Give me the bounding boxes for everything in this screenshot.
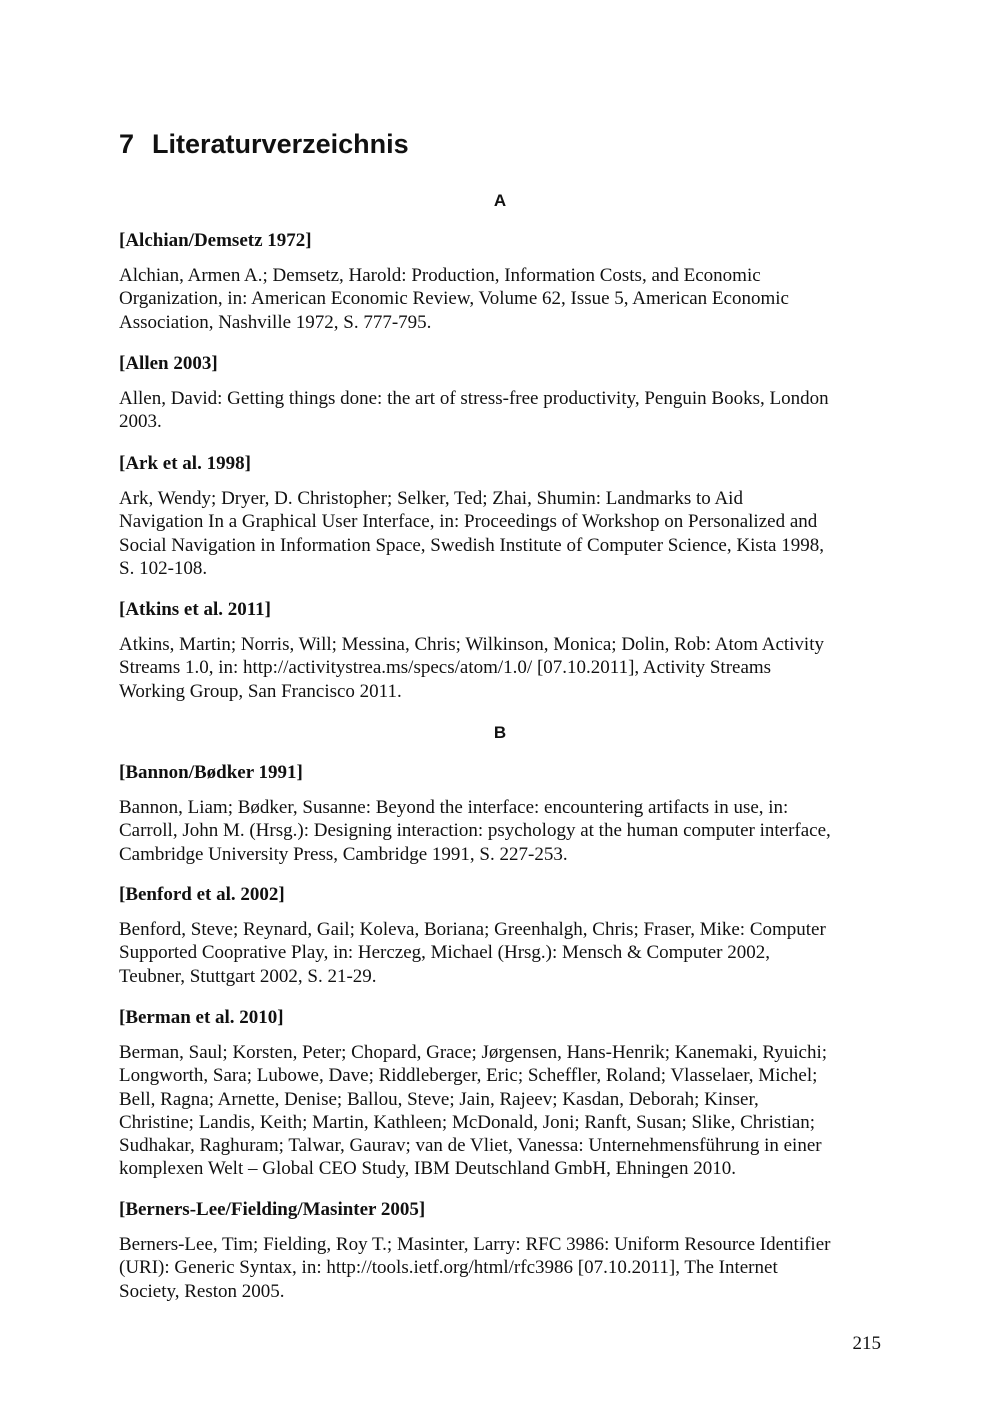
- reference-entry: [119, 598, 889, 703]
- reference-line: S. 102-108.: [119, 557, 208, 579]
- reference-line: Teubner, Stuttgart 2002, S. 21-29.: [119, 965, 377, 987]
- section-letter-b: B: [493, 723, 507, 742]
- chapter-title: [119, 124, 409, 164]
- reference-line: komplexen Welt – Global CEO Study, IBM Deutschland GmbH, Ehningen 2010.: [119, 1158, 736, 1180]
- reference-text: [119, 1233, 889, 1303]
- reference-entry: [119, 352, 889, 434]
- reference-line: Sudhakar, Raghuram; Talwar, Gaurav; van de Vliet, Vanessa: Unternehmensführung in einer: [119, 1135, 822, 1157]
- reference-line: Navigation In a Graphical User Interface, in: Proceedings of Workshop on Personalized and: [119, 511, 818, 533]
- reference-text: [119, 387, 889, 434]
- reference-line: Streams 1.0, in: http://activitystrea.ms/specs/atom/1.0/ [07.10.2011], Activity Streams: [119, 657, 772, 679]
- reference-line: 2003.: [119, 411, 162, 433]
- section-letter-a: A: [493, 191, 507, 210]
- reference-key: [Ark et al. 1998]: [119, 453, 251, 474]
- reference-key: [Atkins et al. 2011]: [119, 599, 271, 620]
- reference-key: [Bannon/Bødker 1991]: [119, 762, 303, 783]
- reference-line: Supported Cooprative Play, in: Herczeg, Michael (Hrsg.): Mensch & Computer 2002,: [119, 942, 770, 964]
- chapter-number: 7: [119, 129, 135, 159]
- chapter-title-text: Literaturverzeichnis: [152, 129, 409, 159]
- reference-line: Bell, Ragna; Arnette, Denise; Ballou, Steve; Jain, Rajeev; Kasdan, Deborah; Kinser,: [119, 1088, 759, 1110]
- reference-key: [Berman et al. 2010]: [119, 1007, 284, 1028]
- reference-key: [Benford et al. 2002]: [119, 884, 285, 905]
- reference-line: Ark, Wendy; Dryer, D. Christopher; Selker, Ted; Zhai, Shumin: Landmarks to Aid: [119, 488, 743, 509]
- reference-text: [119, 264, 889, 334]
- reference-text: [119, 487, 889, 580]
- reference-line: Bannon, Liam; Bødker, Susanne: Beyond the interface: encountering artifacts in use, in:: [119, 797, 789, 818]
- reference-text: [119, 1041, 889, 1181]
- reference-line: Christine; Landis, Keith; Martin, Kathleen; McDonald, Joni; Ranft, Susan; Slike, Christian;: [119, 1111, 816, 1133]
- reference-line: (URI): Generic Syntax, in: http://tools.ietf.org/html/rfc3986 [07.10.2011], The Internet: [119, 1257, 778, 1279]
- reference-text: [119, 796, 889, 866]
- reference-line: Social Navigation in Information Space, Swedish Institute of Computer Science, Kista 1998,: [119, 534, 824, 556]
- reference-line: Working Group, San Francisco 2011.: [119, 680, 402, 702]
- reference-line: Alchian, Armen A.; Demsetz, Harold: Production, Information Costs, and Economic: [119, 265, 761, 286]
- reference-text: [119, 633, 889, 703]
- reference-key: [Allen 2003]: [119, 353, 218, 374]
- reference-text: [119, 918, 889, 988]
- reference-line: Berners-Lee, Tim; Fielding, Roy T.; Masinter, Larry: RFC 3986: Uniform Resource Identifier: [119, 1234, 831, 1255]
- reference-line: Berman, Saul; Korsten, Peter; Chopard, Grace; Jørgensen, Hans-Henrik; Kanemaki, Ryuichi;: [119, 1042, 828, 1063]
- reference-line: Society, Reston 2005.: [119, 1280, 285, 1302]
- reference-entry: [119, 1006, 889, 1181]
- reference-line: Benford, Steve; Reynard, Gail; Koleva, Boriana; Greenhalgh, Chris; Fraser, Mike: Computer: [119, 919, 826, 940]
- page-number: 215: [852, 1333, 881, 1354]
- reference-line: Allen, David: Getting things done: the art of stress-free productivity, Penguin Books, London: [119, 388, 829, 409]
- reference-line: Association, Nashville 1972, S. 777-795.: [119, 311, 432, 333]
- reference-line: Cambridge University Press, Cambridge 1991, S. 227-253.: [119, 843, 568, 865]
- reference-entry: [119, 452, 889, 580]
- reference-line: Atkins, Martin; Norris, Will; Messina, Chris; Wilkinson, Monica; Dolin, Rob: Atom Activity: [119, 634, 824, 655]
- reference-line: Longworth, Sara; Lubowe, Dave; Riddleberger, Eric; Scheffler, Roland; Vlasselaer, Michel;: [119, 1065, 818, 1087]
- reference-line: Organization, in: American Economic Review, Volume 62, Issue 5, American Economic: [119, 288, 789, 310]
- reference-entry: [119, 1198, 889, 1303]
- reference-entry: [119, 883, 889, 988]
- reference-key: [Alchian/Demsetz 1972]: [119, 230, 312, 251]
- reference-entry: [119, 761, 889, 866]
- reference-line: Carroll, John M. (Hrsg.): Designing interaction: psychology at the human computer interface,: [119, 820, 831, 842]
- reference-key: [Berners-Lee/Fielding/Masinter 2005]: [119, 1199, 426, 1220]
- reference-entry: [119, 229, 889, 334]
